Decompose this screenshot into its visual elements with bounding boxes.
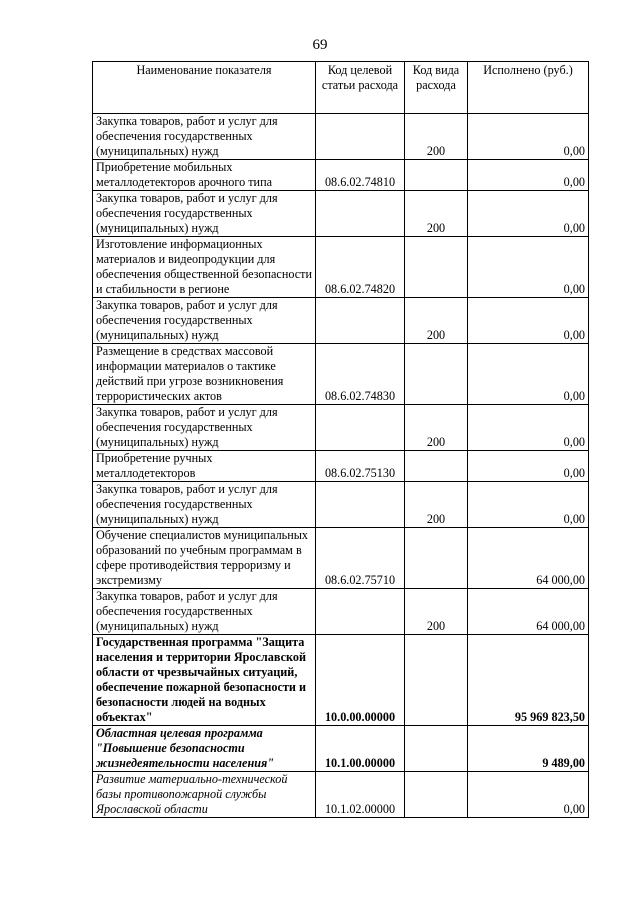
row-kind-code <box>405 726 468 772</box>
row-amount: 95 969 823,50 <box>468 635 589 726</box>
table-row <box>93 635 589 726</box>
row-amount: 0,00 <box>468 451 589 482</box>
row-amount: 0,00 <box>468 772 589 818</box>
table-row <box>93 589 589 635</box>
header-target-code: Код целевой статьи расхода <box>316 62 405 114</box>
header-name: Наименование показателя <box>93 62 316 114</box>
row-amount: 0,00 <box>468 114 589 160</box>
table-row <box>93 772 589 818</box>
row-name: Закупка товаров, работ и услуг для обеспечения государственных (муниципальных) нужд <box>93 405 316 451</box>
table-row <box>93 405 589 451</box>
row-name: Приобретение ручных металлодетекторов <box>93 451 316 482</box>
budget-execution-table <box>92 61 589 818</box>
row-name: Развитие материально-технической базы противопожарной службы Ярославской области <box>93 772 316 818</box>
row-target-code: 08.6.02.75130 <box>316 451 405 482</box>
row-target-code: 08.6.02.75710 <box>316 528 405 589</box>
row-name: Государственная программа "Защита населения и территории Ярославской области от чрезвычайных ситуаций, обеспечение пожарной безопасности и безопасности людей на водных объектах" <box>93 635 316 726</box>
table-row <box>93 191 589 237</box>
row-target-code: 10.1.00.00000 <box>316 726 405 772</box>
row-amount: 0,00 <box>468 405 589 451</box>
row-kind-code: 200 <box>405 589 468 635</box>
row-kind-code: 200 <box>405 114 468 160</box>
row-kind-code <box>405 237 468 298</box>
row-target-code <box>316 589 405 635</box>
row-name: Обучение специалистов муниципальных образований по учебным программам в сфере противодействия терроризму и экстремизму <box>93 528 316 589</box>
row-name: Приобретение мобильных металлодетекторов арочного типа <box>93 160 316 191</box>
row-name: Изготовление информационных материалов и видеопродукции для обеспечения общественной безопасности и стабильности в регионе <box>93 237 316 298</box>
row-kind-code <box>405 451 468 482</box>
row-target-code <box>316 298 405 344</box>
row-amount: 0,00 <box>468 191 589 237</box>
row-amount: 0,00 <box>468 237 589 298</box>
row-amount: 0,00 <box>468 482 589 528</box>
row-name: Закупка товаров, работ и услуг для обеспечения государственных (муниципальных) нужд <box>93 482 316 528</box>
table-row <box>93 344 589 405</box>
row-kind-code: 200 <box>405 405 468 451</box>
row-kind-code: 200 <box>405 298 468 344</box>
row-amount: 64 000,00 <box>468 589 589 635</box>
row-amount: 0,00 <box>468 298 589 344</box>
page-number: 69 <box>312 37 328 53</box>
table-row <box>93 726 589 772</box>
row-name: Областная целевая программа "Повышение безопасности жизнедеятельности населения" <box>93 726 316 772</box>
header-kind-code: Код вида расхода <box>405 62 468 114</box>
row-target-code: 10.0.00.00000 <box>316 635 405 726</box>
row-kind-code: 200 <box>405 191 468 237</box>
table-row <box>93 451 589 482</box>
row-target-code: 08.6.02.74820 <box>316 237 405 298</box>
row-name: Закупка товаров, работ и услуг для обеспечения государственных (муниципальных) нужд <box>93 589 316 635</box>
row-kind-code <box>405 160 468 191</box>
table-row <box>93 160 589 191</box>
row-target-code: 08.6.02.74830 <box>316 344 405 405</box>
row-target-code: 08.6.02.74810 <box>316 160 405 191</box>
row-target-code: 10.1.02.00000 <box>316 772 405 818</box>
table-row <box>93 482 589 528</box>
row-kind-code <box>405 344 468 405</box>
row-name: Закупка товаров, работ и услуг для обеспечения государственных (муниципальных) нужд <box>93 191 316 237</box>
row-name: Закупка товаров, работ и услуг для обеспечения государственных (муниципальных) нужд <box>93 114 316 160</box>
table-row <box>93 298 589 344</box>
row-kind-code <box>405 528 468 589</box>
row-amount: 64 000,00 <box>468 528 589 589</box>
row-target-code <box>316 405 405 451</box>
row-target-code <box>316 114 405 160</box>
row-amount: 0,00 <box>468 160 589 191</box>
table-row <box>93 114 589 160</box>
row-kind-code: 200 <box>405 482 468 528</box>
row-target-code <box>316 482 405 528</box>
table-row <box>93 528 589 589</box>
row-name: Размещение в средствах массовой информации материалов о тактике действий при угрозе возникновения террористических актов <box>93 344 316 405</box>
table-header-row <box>93 62 589 114</box>
row-amount: 9 489,00 <box>468 726 589 772</box>
header-executed: Исполнено (руб.) <box>468 62 589 114</box>
row-target-code <box>316 191 405 237</box>
row-name: Закупка товаров, работ и услуг для обеспечения государственных (муниципальных) нужд <box>93 298 316 344</box>
row-kind-code <box>405 772 468 818</box>
table-row <box>93 237 589 298</box>
row-amount: 0,00 <box>468 344 589 405</box>
row-kind-code <box>405 635 468 726</box>
